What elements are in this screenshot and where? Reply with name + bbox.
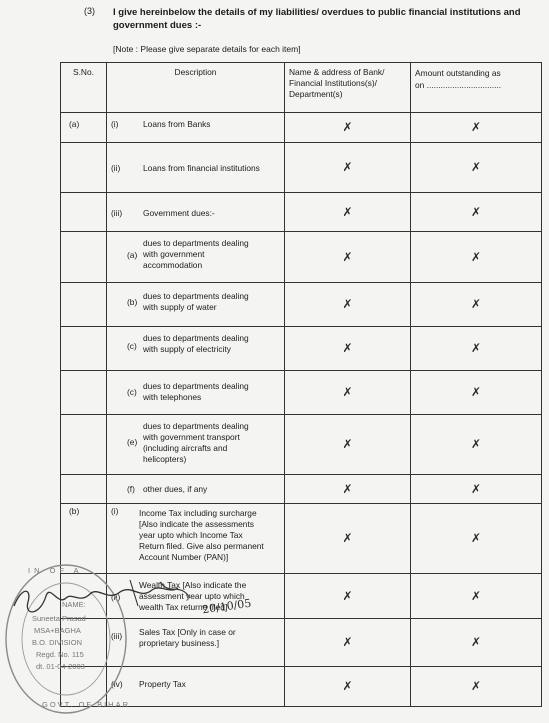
section-note: [Note : Please give separate details for each item]: [113, 44, 301, 54]
amount-mark: ✗: [411, 193, 542, 232]
row-text-line: Return filed. Give also permanent: [139, 541, 264, 551]
row-description: [107, 232, 285, 283]
bank-mark: ✗: [285, 415, 411, 475]
row-description: [107, 371, 285, 415]
row-text-line: dues to departments dealing: [143, 291, 249, 301]
stamp-line: B.O. DIVISION: [32, 638, 83, 647]
row-number: (iv): [111, 679, 123, 689]
row-number: (b): [127, 297, 138, 307]
row-description: [107, 113, 285, 143]
stamp-ring-top: IN OF A: [28, 566, 83, 575]
header-amount-line-2: on ................................: [415, 80, 502, 90]
amount-mark: ✗: [411, 504, 542, 574]
amount-mark: ✗: [411, 113, 542, 143]
table-row: [61, 574, 542, 619]
bank-mark: ✗: [285, 574, 411, 619]
row-text-line: [Also indicate the assessments: [139, 519, 254, 529]
row-description: [107, 619, 285, 667]
bank-mark: ✗: [285, 619, 411, 667]
row-text-line: Account Number (PAN)]: [139, 552, 229, 562]
table-row: [61, 504, 542, 574]
table-row: [61, 113, 542, 143]
row-number: (ii): [111, 163, 121, 173]
amount-mark: ✗: [411, 415, 542, 475]
row-number: (a): [127, 250, 138, 260]
amount-mark: ✗: [411, 619, 542, 667]
row-sno-b: (b): [61, 504, 107, 574]
liabilities-table: [60, 62, 542, 707]
table-row: [61, 371, 542, 415]
row-text-line: with telephones: [143, 392, 202, 402]
section-number: (3): [84, 6, 95, 16]
row-number: (c): [127, 387, 137, 397]
bank-mark: ✗: [285, 143, 411, 193]
header-description: Description: [107, 63, 285, 113]
row-text-line: dues to departments dealing: [143, 238, 249, 248]
row-description: [107, 283, 285, 327]
row-description: [107, 193, 285, 232]
row-text-line: with government: [143, 249, 205, 259]
row-number: (i): [111, 119, 119, 129]
bank-mark: ✗: [285, 371, 411, 415]
row-text-line: dues to departments dealing: [143, 333, 249, 343]
amount-mark: ✗: [411, 283, 542, 327]
row-number: (iii): [111, 631, 123, 641]
header-bank-line-3: Department(s): [289, 89, 343, 99]
row-number: (iii): [111, 208, 123, 218]
table-row: [61, 327, 542, 371]
amount-mark: ✗: [411, 327, 542, 371]
signature-date: 20/10/05: [201, 596, 253, 617]
stamp-line: Regd. No. 115: [36, 650, 84, 659]
table-row: [61, 143, 542, 193]
row-description: [107, 574, 285, 619]
header-bank: [285, 63, 411, 113]
row-text-line: with government transport: [143, 432, 240, 442]
bank-mark: ✗: [285, 667, 411, 707]
table-row: [61, 619, 542, 667]
bank-mark: ✗: [285, 232, 411, 283]
bank-mark: ✗: [285, 475, 411, 504]
row-number: (f): [127, 484, 135, 494]
bank-mark: ✗: [285, 113, 411, 143]
row-text: Government dues:-: [143, 208, 215, 218]
row-sno-a: (a): [61, 113, 107, 143]
row-description: [107, 143, 285, 193]
table-row: [61, 193, 542, 232]
table-row: [61, 415, 542, 475]
row-text-line: dues to departments dealing: [143, 381, 249, 391]
table-row: [61, 232, 542, 283]
row-text-line: helicopters): [143, 454, 187, 464]
bank-mark: ✗: [285, 327, 411, 371]
row-text: Property Tax: [139, 679, 186, 689]
row-description: [107, 327, 285, 371]
row-text-line: Wealth Tax [Also indicate the: [139, 580, 247, 590]
row-text-line: proprietary business.]: [139, 638, 220, 648]
row-text: Loans from Banks: [143, 119, 211, 129]
amount-mark: ✗: [411, 574, 542, 619]
table-row: [61, 475, 542, 504]
row-number: (c): [127, 341, 137, 351]
bank-mark: ✗: [285, 283, 411, 327]
row-text-line: accommodation: [143, 260, 203, 270]
header-bank-line-1: Name & address of Bank/: [289, 67, 385, 77]
amount-mark: ✗: [411, 232, 542, 283]
stamp-name-label: NAME:: [62, 600, 86, 609]
row-text-line: (including aircrafts and: [143, 443, 228, 453]
section-heading: I give hereinbelow the details of my liabilities/ overdues to public financial institutions and government dues :-: [113, 7, 521, 31]
amount-mark: ✗: [411, 667, 542, 707]
row-text-line: Sales Tax [Only in case or: [139, 627, 236, 637]
header-amount: [411, 63, 542, 113]
row-description: [107, 415, 285, 475]
row-text-line: with supply of water: [143, 302, 217, 312]
table-row: [61, 283, 542, 327]
row-text-line: wealth Tax returne filed]: [139, 602, 228, 612]
table-row: [61, 667, 542, 707]
row-text-line: with supply of electricity: [143, 344, 231, 354]
bank-mark: ✗: [285, 504, 411, 574]
stamp-ring-bottom: GOVT. OF BIHAR: [42, 700, 131, 709]
row-number: (e): [127, 437, 138, 447]
amount-mark: ✗: [411, 143, 542, 193]
amount-mark: ✗: [411, 371, 542, 415]
header-sno: S.No.: [61, 63, 107, 113]
stamp-line: MSA+BAGHA: [34, 626, 81, 635]
row-text-line: assessment year upto which: [139, 591, 245, 601]
stamp-line: Suneeta Prasad: [32, 614, 86, 623]
row-description: [107, 504, 285, 574]
row-number: (i): [111, 506, 119, 516]
row-text-line: Income Tax including surcharge: [139, 508, 257, 518]
row-text-line: dues to departments dealing: [143, 421, 249, 431]
bank-mark: ✗: [285, 193, 411, 232]
row-text-line: year upto which Income Tax: [139, 530, 243, 540]
row-description: [107, 475, 285, 504]
row-text: Loans from financial institutions: [143, 163, 260, 173]
amount-mark: ✗: [411, 475, 542, 504]
row-description: [107, 667, 285, 707]
row-number: (ii): [111, 592, 121, 602]
header-amount-line-1: Amount outstanding as: [415, 68, 501, 78]
row-text: other dues, if any: [143, 484, 208, 494]
stamp-line: dt. 01-04-2003: [36, 662, 85, 671]
header-bank-line-2: Financial Institutions(s)/: [289, 78, 377, 88]
table-header-row: [61, 63, 542, 113]
